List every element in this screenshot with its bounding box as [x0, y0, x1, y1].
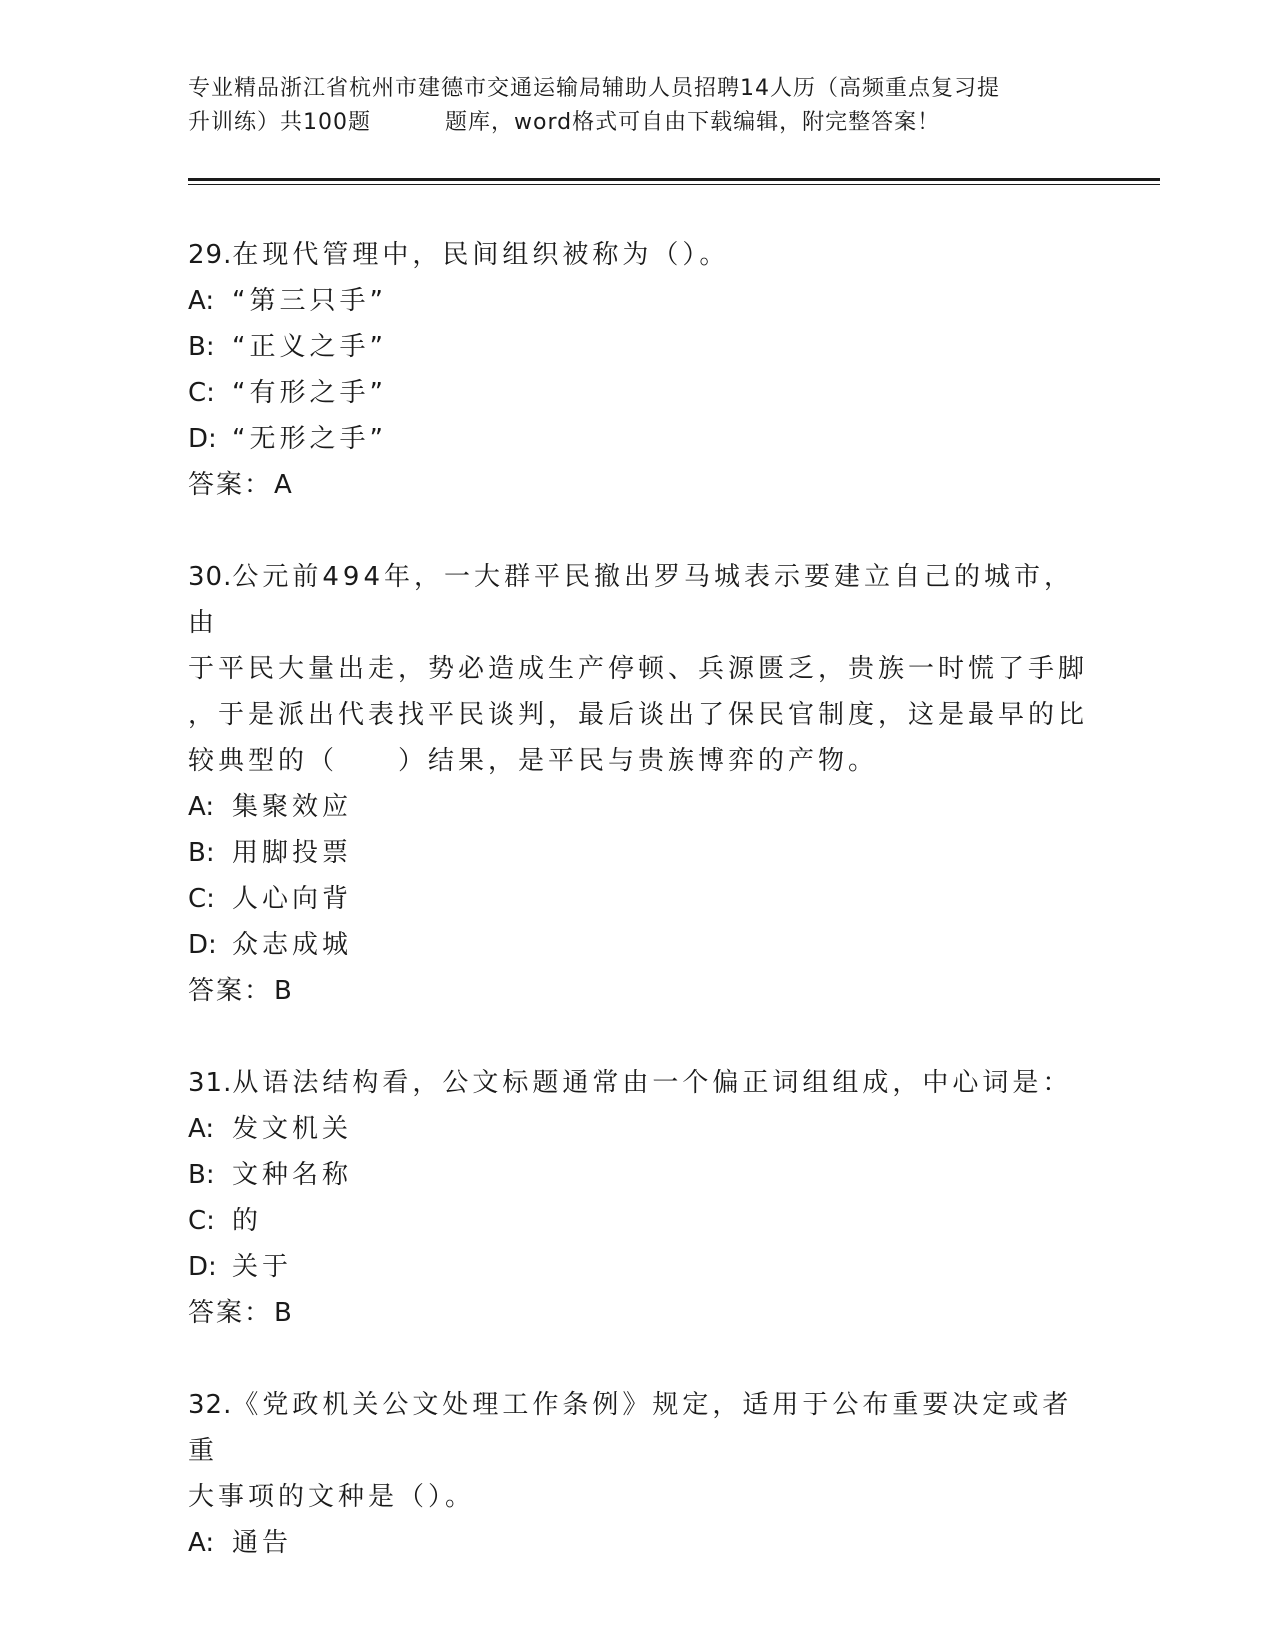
option-a	[188, 278, 1088, 324]
question-line-2: 大事项的文种是（）。	[188, 1482, 476, 1512]
option-a	[188, 784, 1088, 830]
option-letter: D:	[188, 930, 217, 960]
option-letter: A:	[188, 286, 215, 316]
option-letter: B:	[188, 1160, 215, 1190]
question-stem: 从语法结构看，公文标题通常由一个偏正词组组成，中心词是：	[232, 1068, 1073, 1098]
option-letter: D:	[188, 1252, 217, 1282]
option-letter: B:	[188, 838, 215, 868]
option-letter: A:	[188, 1528, 215, 1558]
option-text: 众志成城	[232, 930, 353, 960]
question-text	[188, 232, 1088, 278]
question-line-4: 较典型的（ ）结果，是平民与贵族博弈的产物。	[188, 746, 879, 776]
question-number: 29.	[188, 240, 233, 270]
header-line-2	[188, 106, 1088, 140]
answer-line	[188, 462, 1088, 508]
option-text: “有形之手”	[232, 378, 387, 408]
option-text: 关于	[232, 1252, 293, 1282]
question-30	[188, 554, 1088, 1014]
document-header	[188, 72, 1088, 140]
answer-line	[188, 1290, 1088, 1336]
option-text: 通告	[232, 1528, 293, 1558]
option-b	[188, 1152, 1088, 1198]
question-31	[188, 1060, 1088, 1336]
question-stem: 《党政机关公文处理工作条例》规定，适用于公布重要决定或者重	[188, 1390, 1073, 1466]
question-text	[188, 1382, 1088, 1520]
question-29	[188, 232, 1088, 508]
question-number: 31.	[188, 1068, 233, 1098]
header-divider-thin	[188, 184, 1160, 185]
option-c	[188, 876, 1088, 922]
question-line-1	[188, 1382, 1088, 1474]
option-text: 人心向背	[232, 884, 353, 914]
header-line-1: 专业精品浙江省杭州市建德市交通运输局辅助人员招聘14人历（高频重点复习提	[188, 76, 1000, 101]
option-text: “无形之手”	[232, 424, 387, 454]
option-letter: D:	[188, 424, 217, 454]
header-line-2-part-1: 升训练）共100题	[188, 110, 371, 135]
option-text: 集聚效应	[232, 792, 353, 822]
option-d	[188, 1244, 1088, 1290]
option-d	[188, 416, 1088, 462]
answer-label: 答案：	[188, 470, 273, 500]
option-text: “第三只手”	[232, 286, 387, 316]
option-letter: C:	[188, 1206, 215, 1236]
option-b	[188, 324, 1088, 370]
option-text: 用脚投票	[232, 838, 353, 868]
option-text: 的	[232, 1206, 263, 1236]
question-number: 30.	[188, 562, 233, 592]
question-32	[188, 1382, 1088, 1566]
answer-label: 答案：	[188, 976, 273, 1006]
option-text: “正义之手”	[232, 332, 387, 362]
answer-label: 答案：	[188, 1298, 273, 1328]
option-letter: C:	[188, 378, 215, 408]
question-number: 32.	[188, 1390, 233, 1420]
option-c	[188, 370, 1088, 416]
option-b	[188, 830, 1088, 876]
answer-line	[188, 968, 1088, 1014]
header-divider-thick	[188, 178, 1160, 181]
question-line-1	[188, 554, 1088, 646]
question-list	[188, 232, 1088, 1566]
header-line-2-part-2: 题库，word格式可自由下载编辑，附完整答案！	[445, 110, 941, 135]
option-c	[188, 1198, 1088, 1244]
question-line-3: ，于是派出代表找平民谈判，最后谈出了保民官制度，这是最早的比	[188, 700, 1089, 730]
option-a	[188, 1520, 1088, 1566]
option-letter: A:	[188, 1114, 215, 1144]
option-letter: B:	[188, 332, 215, 362]
option-text: 发文机关	[232, 1114, 353, 1144]
option-text: 文种名称	[232, 1160, 353, 1190]
option-letter: C:	[188, 884, 215, 914]
option-letter: A:	[188, 792, 215, 822]
question-line-2: 于平民大量出走，势必造成生产停顿、兵源匮乏，贵族一时慌了手脚	[188, 654, 1089, 684]
question-stem: 在现代管理中，民间组织被称为（）。	[232, 240, 730, 270]
answer-value: A	[274, 470, 292, 500]
question-text	[188, 1060, 1088, 1106]
option-d	[188, 922, 1088, 968]
answer-value: B	[274, 1298, 292, 1328]
question-stem: 公元前494年，一大群平民撤出罗马城表示要建立自己的城市，由	[188, 562, 1074, 638]
answer-value: B	[274, 976, 292, 1006]
option-a	[188, 1106, 1088, 1152]
question-text	[188, 554, 1088, 784]
